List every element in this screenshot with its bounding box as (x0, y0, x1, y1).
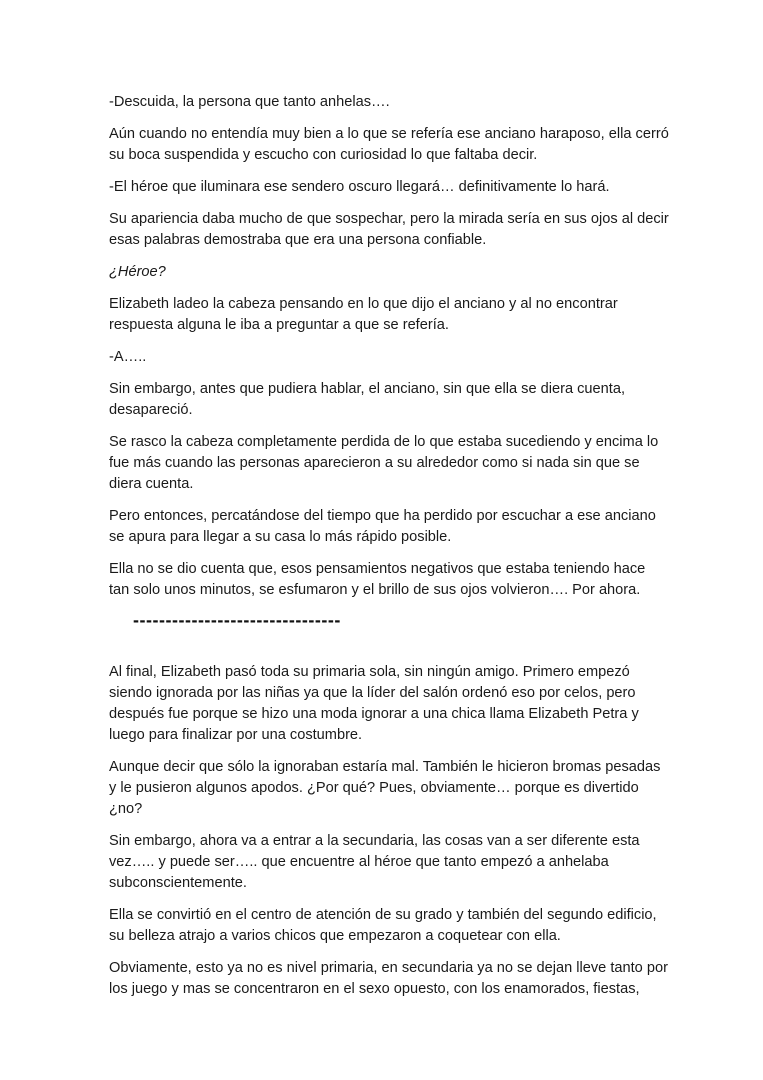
paragraph: Su apariencia daba mucho de que sospechar, pero la mirada sería en sus ojos al decir esas palabras demostraba que era una persona confiable. (109, 211, 669, 248)
paragraph: -Descuida, la persona que tanto anhelas…. (109, 94, 390, 110)
paragraph: Aunque decir que sólo la ignoraban estaría mal. También le hicieron bromas pesadas y le pusieron algunos apodos. ¿Por qué? Pues, obviamente… porque es divertido ¿no? (109, 759, 661, 817)
paragraph: Se rasco la cabeza completamente perdida de lo que estaba sucediendo y encima lo fue más cuando las personas aparecieron a su alrededor como si nada sin que se diera cuenta. (109, 434, 659, 492)
paragraph: Ella se convirtió en el centro de atención de su grado y también del segundo edificio, su belleza atrajo a varios chicos que empezaron a coquetear con ella. (109, 907, 657, 944)
section-separator: -------------------------------- (133, 610, 341, 630)
paragraph: Obviamente, esto ya no es nivel primaria, en secundaria ya no se dejan lleve tanto por los juego y mas se concentraron en el sexo opuesto, con los enamorados, fiestas, (109, 960, 668, 997)
section-two (109, 662, 669, 1011)
paragraph: Pero entonces, percatándose del tiempo que ha perdido por escuchar a ese anciano se apura para llegar a su casa lo más rápido posible. (109, 508, 656, 545)
paragraph: Sin embargo, antes que pudiera hablar, el anciano, sin que ella se diera cuenta, desapareció. (109, 381, 625, 418)
paragraph: Sin embargo, ahora va a entrar a la secundaria, las cosas van a ser diferente esta vez….. y puede ser….. que encuentre al héroe que tanto empezó a anhelaba subconscientemente. (109, 833, 640, 891)
paragraph: -El héroe que iluminara ese sendero oscuro llegará… definitivamente lo hará. (109, 179, 610, 195)
paragraph: Ella no se dio cuenta que, esos pensamientos negativos que estaba teniendo hace tan solo unos minutos, se esfumaron y el brillo de sus ojos volvieron…. Por ahora. (109, 561, 646, 598)
paragraph: Aún cuando no entendía muy bien a lo que se refería ese anciano haraposo, ella cerró su boca suspendida y escucho con curiosidad lo que faltaba decir. (109, 126, 669, 163)
paragraph: -A….. (109, 349, 147, 365)
section-one (109, 92, 669, 612)
paragraph: ¿Héroe? (109, 264, 166, 280)
paragraph: Al final, Elizabeth pasó toda su primaria sola, sin ningún amigo. Primero empezó siendo ignorada por las niñas ya que la líder del salón ordenó eso por celos, pero después fue porque se hizo una moda ignorar a una chica llama Elizabeth Petra y luego para finalizar por una costumbre. (109, 664, 639, 743)
paragraph: Elizabeth ladeo la cabeza pensando en lo que dijo el anciano y al no encontrar respuesta alguna le iba a preguntar a que se refería. (109, 296, 618, 333)
